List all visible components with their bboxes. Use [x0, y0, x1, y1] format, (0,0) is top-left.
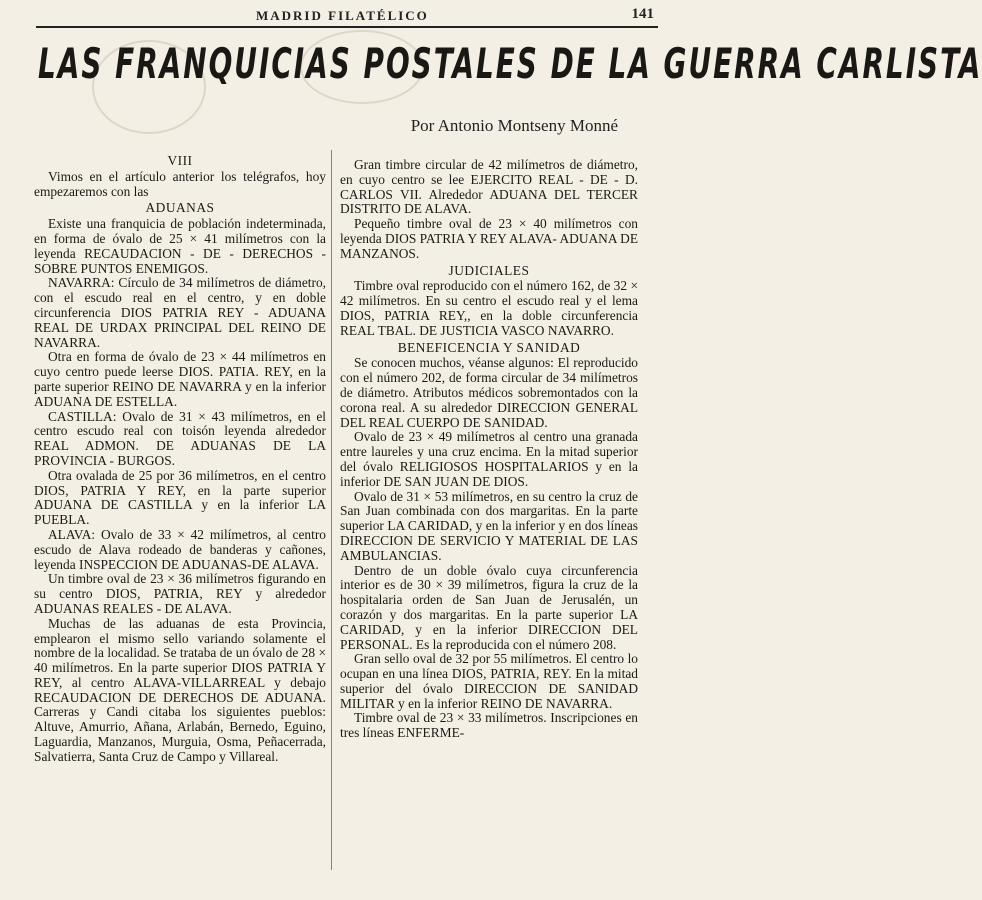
right-column [340, 158, 638, 741]
section-heading: ADUANAS [145, 200, 215, 216]
paragraph: Otra ovalada de 25 por 36 milímetros, en el centro DIOS, PATRIA Y REY, en la parte superior ADUANA DE CASTILLA y en la inferior LA PUEBLA. [34, 467, 326, 528]
paragraph: ALAVA: Ovalo de 33 × 42 milímetros, al centro escudo de Alava rodeado de banderas y cañones, leyenda INSPECCION DE ADUANAS-DE ALAVA. [34, 526, 326, 572]
page-header [36, 4, 658, 28]
paragraph: Existe una franquicia de población indeterminada, en forma de óvalo de 25 × 41 milímetros con la leyenda RECAUDACION - DE - DERECHOS - SOBRE PUNTOS ENEMIGOS. [34, 216, 326, 276]
paragraph: Dentro de un doble óvalo cuya circunferencia interior es de 30 × 39 milímetros, figura la cruz de la hospitalaria orden de San Juan de Jerusalén, un corazón y dos margaritas. En la parte superior LA CARIDAD, y en la inferior DIRECCION DEL PERSONAL. Es la reproducida con el número 208. [340, 562, 638, 652]
paragraph: CASTILLA: Ovalo de 31 × 43 milímetros, en el centro escudo real con toisón leyenda alrededor REAL ADMON. DE ADUANAS DE LA PROVINCIA - BURGOS. [34, 408, 326, 468]
article-byline: Por Antonio Montseny Monné [410, 116, 618, 135]
paragraph: Ovalo de 31 × 53 milímetros, en su centro la cruz de San Juan combinada con dos margaritas. En la parte superior LA CARIDAD, y en la inferior y en dos líneas DIRECCION DE SERVICIO Y MATERIAL DE LAS AMBULANCIAS. [340, 488, 638, 563]
paragraph: Pequeño timbre oval de 23 × 40 milímetros con leyenda DIOS PATRIA Y REY ALAVA- ADUANA DE MANZANOS. [340, 216, 638, 261]
paragraph: Vimos en el artículo anterior los telégrafos, hoy empezaremos con las [34, 168, 326, 199]
paragraph: Timbre oval reproducido con el número 162, de 32 × 42 milímetros. En su centro el escudo real y el lema DIOS, PATRIA REY,, en la doble circunferencia REAL TBAL. DE JUSTICIA VASCO NAVARRO. [340, 278, 638, 338]
paragraph: NAVARRA: Círculo de 34 milímetros de diámetro, con el escudo real en el centro, y en doble circunferencia DIOS PATRIA REY - ADUANA REAL DE URDAX PRINCIPAL DEL REINO DE NAVARRA. [34, 275, 326, 350]
section-heading: VIII [167, 153, 193, 168]
paragraph: Muchas de las aduanas de esta Provincia, emplearon el mismo sello variando solamente el nombre de la localidad. Se trataba de un óvalo de 28 × 40 milímetros. En la parte superior DIOS PATRIA Y REY, al centro ALAVA-VILLARREAL y debajo RECAUDACION DE DERECHOS DE ADUANA. Carreras y Candi citaba los siguientes pueblos: Altuve, Amurrio, Añana, Arlabán, Bernedo, Eguino, Laguardia, Manzanos, Murguia, Osma, Peñacerrada, Salvatierra, Santa Cruz de Campo y Villareal. [34, 615, 326, 764]
masthead: MADRID FILATÉLICO [256, 8, 429, 23]
paragraph: Gran timbre circular de 42 milímetros de diámetro, en cuyo centro se lee EJERCITO REAL - DE - D. CARLOS VII. Alrededor ADUANA DEL TERCER DISTRITO DE ALAVA. [340, 157, 638, 217]
left-column [34, 152, 326, 765]
paragraph: Se conocen muchos, véanse algunos: El reproducido con el número 202, de forma circular de 34 milímetros de diámetro. Atributos médicos sobremontados con la corona real. A su alrededor DIRECCION GENERAL DEL REAL CUERPO DE SANIDAD. [340, 355, 638, 430]
paragraph: Un timbre oval de 23 × 36 milímetros figurando en su centro DIOS, PATRIA, REY y alrededor ADUANAS REALES - DE ALAVA. [34, 571, 326, 616]
section-heading: BENEFICENCIA Y SANIDAD [397, 339, 581, 355]
paragraph: Timbre oval de 23 × 33 milímetros. Inscripciones en tres líneas ENFERME- [340, 710, 638, 741]
page-number: 141 [631, 6, 654, 22]
section-heading: JUDICIALES [448, 262, 530, 278]
paragraph: Gran sello oval de 32 por 55 milímetros. El centro lo ocupan en una línea DIOS, PATRIA, REY. En la mitad superior del óvalo DIRECCION DE SANIDAD MILITAR y en la inferior REINO DE NAVARRA. [340, 651, 638, 711]
article-title: LAS FRANQUICIAS POSTALES DE LA GUERRA CARLISTA [38, 40, 982, 89]
column-divider [331, 150, 332, 870]
paragraph: Otra en forma de óvalo de 23 × 44 milímetros en cuyo centro puede leerse DIOS. PATIA. REY, en la parte superior REINO DE NAVARRA y en la inferior ADUANA DE ESTELLA. [34, 349, 326, 409]
paragraph: Ovalo de 23 × 49 milímetros al centro una granada entre laureles y una cruz encima. En la mitad superior del óvalo RELIGIOSOS HOSPITALARIOS y en la inferior DE SAN JUAN DE DIOS. [340, 429, 638, 489]
